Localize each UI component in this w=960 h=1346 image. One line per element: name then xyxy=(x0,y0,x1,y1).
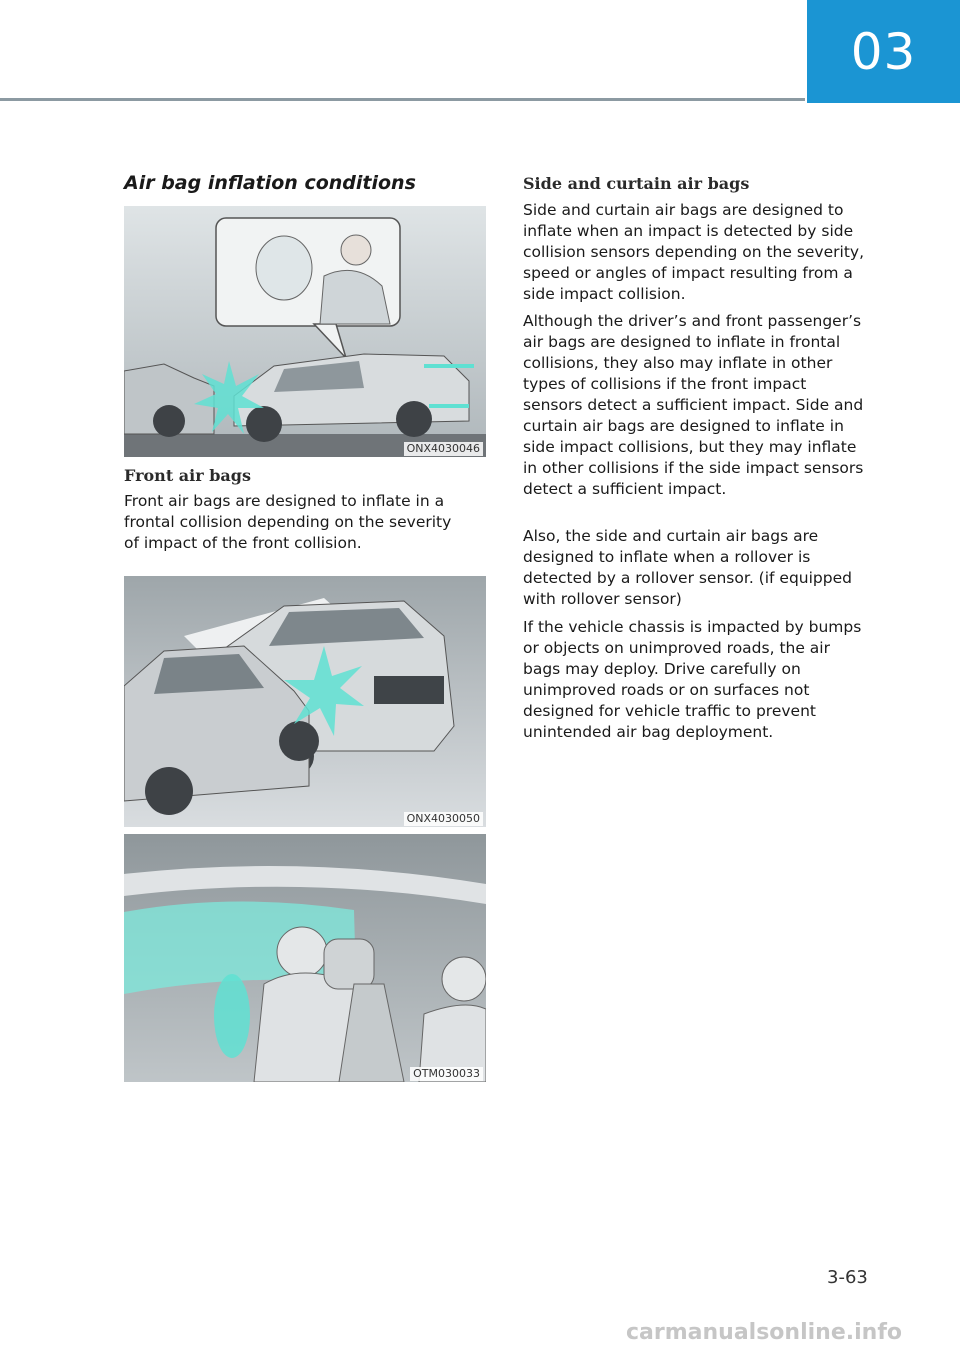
section-title: Air bag inflation conditions xyxy=(124,172,416,194)
front-air-bags-heading: Front air bags xyxy=(124,466,251,485)
figure-side-collision xyxy=(124,576,486,827)
figure-code: OTM030033 xyxy=(410,1067,483,1081)
watermark: carmanualsonline.info xyxy=(626,1320,902,1345)
figure-code: ONX4030050 xyxy=(404,812,483,826)
side-curtain-text-4: If the vehicle chassis is impacted by bumps or objects on unimproved roads, the air bags may deploy. Drive carefully on unimproved roads or on surfaces not designed for vehicle traffic to prevent unintended air bag deployment. xyxy=(523,618,862,741)
chapter-number: 03 xyxy=(850,22,917,81)
front-air-bags-text: Front air bags are designed to inflate in a frontal collision depending on the severity of impact of the front collision. xyxy=(124,492,452,552)
side-curtain-air-bags-heading: Side and curtain air bags xyxy=(523,174,750,193)
side-curtain-text-3: Also, the side and curtain air bags are designed to inflate when a rollover is detected by a rollover sensor. (if equipped with rollover sensor) xyxy=(523,527,852,608)
chapter-tab xyxy=(807,0,960,103)
curtain-air-bag-illustration xyxy=(124,834,486,1082)
side-collision-illustration xyxy=(124,576,486,827)
figure-code: ONX4030046 xyxy=(404,442,483,456)
figure-curtain-air-bag xyxy=(124,834,486,1082)
header-rule xyxy=(0,98,805,101)
figure-frontal-collision xyxy=(124,206,486,457)
frontal-collision-illustration xyxy=(124,206,486,457)
page-number: 3-63 xyxy=(827,1267,868,1288)
side-curtain-text-2: Although the driver’s and front passenger’s air bags are designed to inflate in frontal collisions, they also may inflate in other types of collisions if the front impact sensors detect a sufficient impact. Side and curtain air bags are designed to inflate in side impact collisions, but they may inflate in other collisions if the side impact sensors detect a sufficient impact. xyxy=(523,312,864,498)
side-curtain-text-1: Side and curtain air bags are designed to inflate when an impact is detected by side collision sensors depending on the severity, speed or angles of impact resulting from a side impact collision. xyxy=(523,201,864,303)
